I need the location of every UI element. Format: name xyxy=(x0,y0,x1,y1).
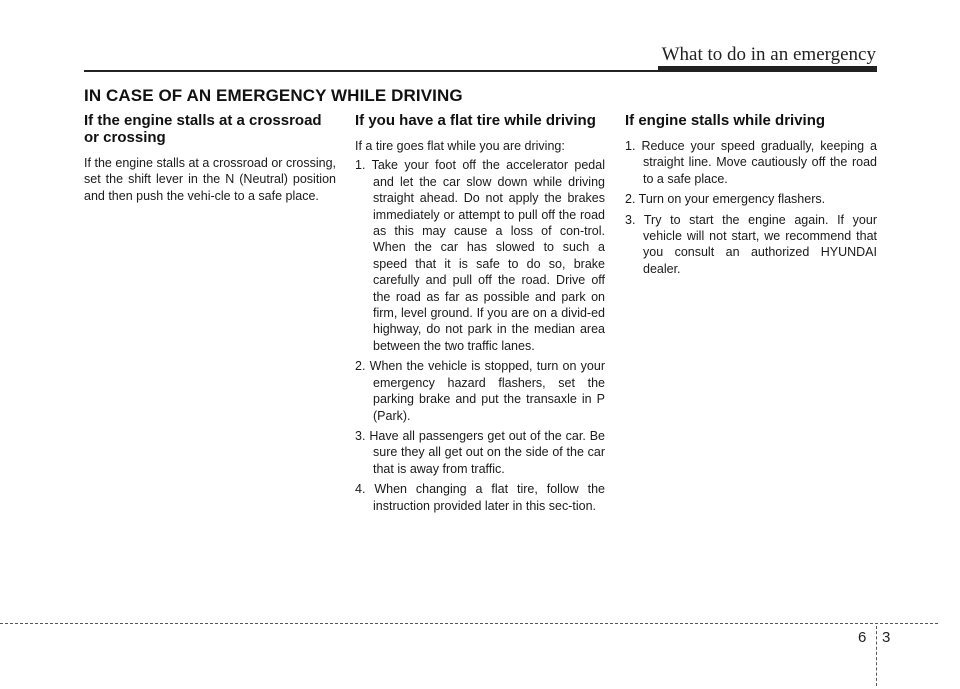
list-item: 2. When the vehicle is stopped, turn on your emergency hazard flashers, set the parking brake and put the transaxle in P (Park). xyxy=(355,359,605,423)
footer-rule xyxy=(0,623,938,624)
list-item: 2. Turn on your emergency flashers. xyxy=(625,192,826,207)
column-heading: If the engine stalls at a crossroad or crossing xyxy=(84,112,322,146)
steps-list xyxy=(625,138,877,277)
header-rule xyxy=(84,70,658,72)
column-engine-stalls-crossing xyxy=(84,112,336,207)
chapter-number: 6 xyxy=(858,629,867,646)
steps-list xyxy=(355,157,605,514)
column-body: If the engine stalls at a crossroad or crossing, set the shift lever in the N (Neutral) position and then push the vehi-cle to a safe place. xyxy=(84,156,336,203)
column-flat-tire xyxy=(355,112,605,518)
list-item: 1. Take your foot off the accelerator pedal and let the car slow down while driving straight ahead. Do not apply the brakes immediately or attempt to pull off the road as this may cause a loss of con-trol. When the car has slowed to such a speed that it is safe to do so, brake carefully and pull off the road. Drive off the road as far as possible and park on firm, level ground. If you are on a divid-ed highway, do not park in the median area between the two traffic lanes. xyxy=(355,158,605,353)
header-bar xyxy=(658,66,877,72)
column-heading: If engine stalls while driving xyxy=(625,112,826,129)
list-item: 3. Try to start the engine again. If your vehicle will not start, we recommend that you consult an authorized HYUNDAI dealer. xyxy=(625,212,877,276)
list-item: 4. When changing a flat tire, follow the instruction provided later in this sec-tion. xyxy=(355,482,605,513)
list-item: 1. Reduce your speed gradually, keeping a straight line. Move cautiously off the road to a safe place. xyxy=(625,139,877,186)
page-number-separator xyxy=(876,626,877,686)
page-number: 3 xyxy=(882,629,891,646)
chapter-title: What to do in an emergency xyxy=(661,44,876,65)
column-intro: If a tire goes flat while you are driving: xyxy=(355,139,565,153)
section-title: IN CASE OF AN EMERGENCY WHILE DRIVING xyxy=(84,86,463,105)
column-engine-stalls-driving xyxy=(625,112,877,281)
column-heading: If you have a flat tire while driving xyxy=(355,112,596,129)
list-item: 3. Have all passengers get out of the car. Be sure they all get out on the side of the car that is away from traffic. xyxy=(355,428,605,476)
